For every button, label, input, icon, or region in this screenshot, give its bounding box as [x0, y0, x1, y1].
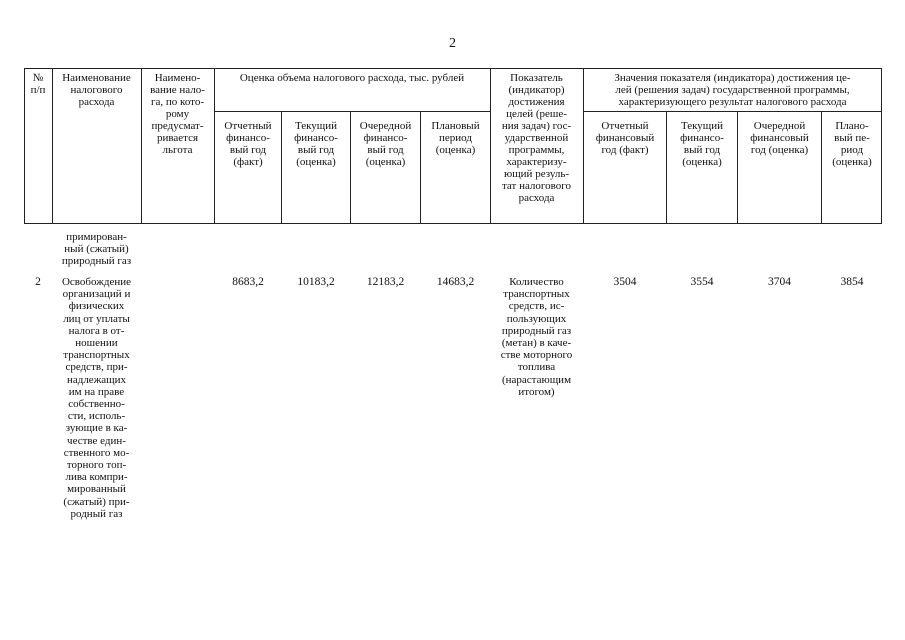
value-next: 3704 [768, 276, 791, 288]
page-number: 2 [449, 36, 456, 51]
estimate-reported: 8683,2 [232, 276, 264, 288]
estimate-current: 10183,2 [297, 276, 335, 288]
estimate-next: 12183,2 [366, 276, 405, 288]
table-header [24, 68, 882, 224]
header-est-reported: Отчетный финансо- вый год (факт) [224, 120, 272, 168]
header-name: Наименование налогового расхода [62, 72, 131, 108]
header-est-current: Текущий финансо- вый год (оценка) [294, 120, 338, 168]
header-val-next: Очередной финансовый год (оценка) [750, 120, 809, 156]
header-number: № п/п [30, 72, 46, 96]
value-reported: 3504 [613, 276, 637, 288]
header-val-reported: Отчетный финансовый год (факт) [595, 120, 655, 156]
continuation-text: примирован- ный (сжатый) природный газ [61, 231, 132, 268]
header-estimate-group: Оценка объема налогового расхода, тыс. рублей [239, 72, 465, 84]
row-indicator: Количество транспортных средств, ис- пользующих природный газ (метан) в каче- стве моторного топлива (нарастающим итогом) [500, 276, 573, 398]
header-val-current: Текущий финансо- вый год (оценка) [680, 120, 724, 168]
header-est-next: Очередной финансо- вый год (оценка) [359, 120, 412, 168]
value-planned: 3854 [840, 276, 864, 288]
row-name: Освобождение организаций и физических лиц от уплаты налога в от- ношении транспортных средств, при- надлежащих им на праве собственно- сти, исполь- зующие в ка- честве един- ственного мо- торного топ- лива компри- мированный (сжатый) при- родный газ [61, 276, 131, 520]
header-tax: Наимено- вание нало- га, по кото- рому предусмат- ривается льгота [150, 72, 205, 156]
row-number: 2 [35, 276, 41, 288]
value-current: 3554 [690, 276, 714, 288]
header-est-planned: Плановый период (оценка) [431, 120, 480, 156]
estimate-planned: 14683,2 [436, 276, 475, 288]
header-indicator: Показатель (индикатор) достижения целей (реше- ния задач) гос- ударственной программы, характеризу- ющий резуль- тат налогового расхода [501, 72, 572, 204]
header-val-planned: Плано- вый пе- риод (оценка) [832, 120, 872, 168]
header-values-group: Значения показателя (индикатора) достижения це- лей (решения задач) государственной программы, характеризующего результат налогового расхода [614, 72, 851, 108]
